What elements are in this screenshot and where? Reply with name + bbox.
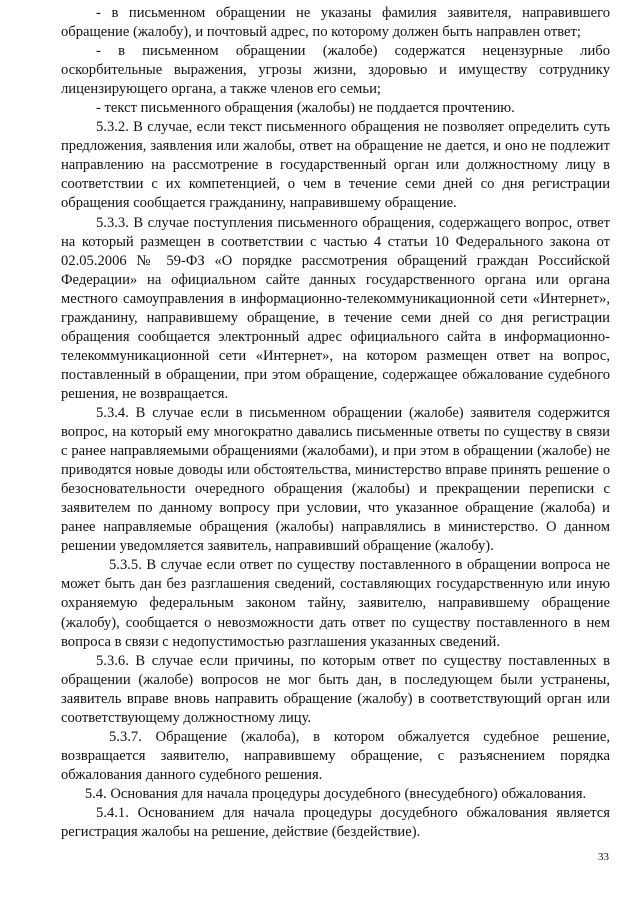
paragraph-list-item-unreadable: - текст письменного обращения (жалобы) не поддается прочтению. [96, 100, 515, 117]
paragraph-list-item-no-name: - в письменном обращении не указаны фамилия заявителя, направившего обращение (жалобу), и почтовый адрес, по которому должен быть направлен ответ; [61, 5, 610, 41]
paragraph-5-4-1: 5.4.1. Основанием для начала процедуры досудебного обжалования является регистрация жалобы на решение, действие (бездействие). [61, 804, 610, 841]
paragraph-5-3-7: 5.3.7. Обращение (жалоба), в котором обжалуется судебное решение, возвращается заявителю, направившему обращение, с разъяснением порядка обжалования данного судебного решения. [61, 728, 610, 783]
section-heading-5-4: 5.4. Основания для начала процедуры досудебного (внесудебного) обжалования. [84, 785, 587, 802]
paragraph-5-3-6: 5.3.6. В случае если причины, по которым ответ по существу поставленных в обращении (жалобе) вопросов не мог быть дан, в последующем были устранены, заявитель вправе вновь направить обращение (жалобу) в соответствующий орган или соответствующему должностному лицу. [61, 652, 610, 726]
paragraph-5-3-2: 5.3.2. В случае, если текст письменного обращения не позволяет определить суть предложения, заявления или жалобы, ответ на обращение не дается, и оно не подлежит направлению на рассмотрение в государственный орган или должностному лицу в соответствии с их компетенцией, о чем в течение семи дней со дня регистрации обращения сообщается гражданину, направившему обращение. [61, 119, 610, 212]
paragraph-list-item-offensive: - в письменном обращении (жалобе) содержатся нецензурные либо оскорбительные выражения, угрозы жизни, здоровью и имуществу сотруднику лицензирующего органа, а также членов его семьи; [61, 43, 610, 98]
paragraph-5-3-3: 5.3.3. В случае поступления письменного обращения, содержащего вопрос, ответ на который размещен в соответствии с частью 4 статьи 10 Федерального закона от 02.05.2006 № 59-ФЗ «О порядке рассмотрения обращений граждан Российской Федерации» на официальном сайте данных государственного органа или органа местного самоуправления в информационно-телекоммуникационной сети «Интернет», гражданину, направившему обращение, в течение семи дней со дня регистрации обращения сообщается электронный адрес официального сайта в информационно-телекоммуникационной сети «Интернет», на котором размещен ответ на вопрос, поставленный в обращении, при этом обращение, содержащее обжалование судебного решения, не возвращается. [61, 214, 610, 402]
document-page [61, 4, 610, 842]
page-number: 33 [598, 851, 609, 863]
paragraph-5-3-5: 5.3.5. В случае если ответ по существу поставленного в обращении вопроса не может быть дан без разглашения сведений, составляющих государственную или иную охраняемую федеральным законом тайну, заявителю, направившему обращение (жалобу), сообщается о невозможности дать ответ по существу поставленного в нем вопроса в связи с недопустимостью разглашения указанных сведений. [61, 557, 610, 650]
paragraph-5-3-4: 5.3.4. В случае если в письменном обращении (жалобе) заявителя содержится вопрос, на который ему многократно давались письменные ответы по существу в связи с ранее направляемыми обращениями (жалобами), и при этом в обращении (жалобе) не приводятся новые доводы или обстоятельства, министерство вправе принять решение о безосновательности очередного обращения (жалобы) и прекращении переписки с заявителем по данному вопросу при условии, что указанное обращение (жалоба) и ранее направляемые обращения (жалобы) направлялись в министерство. О данном решении уведомляется заявитель, направивший обращение (жалобу). [61, 404, 610, 555]
